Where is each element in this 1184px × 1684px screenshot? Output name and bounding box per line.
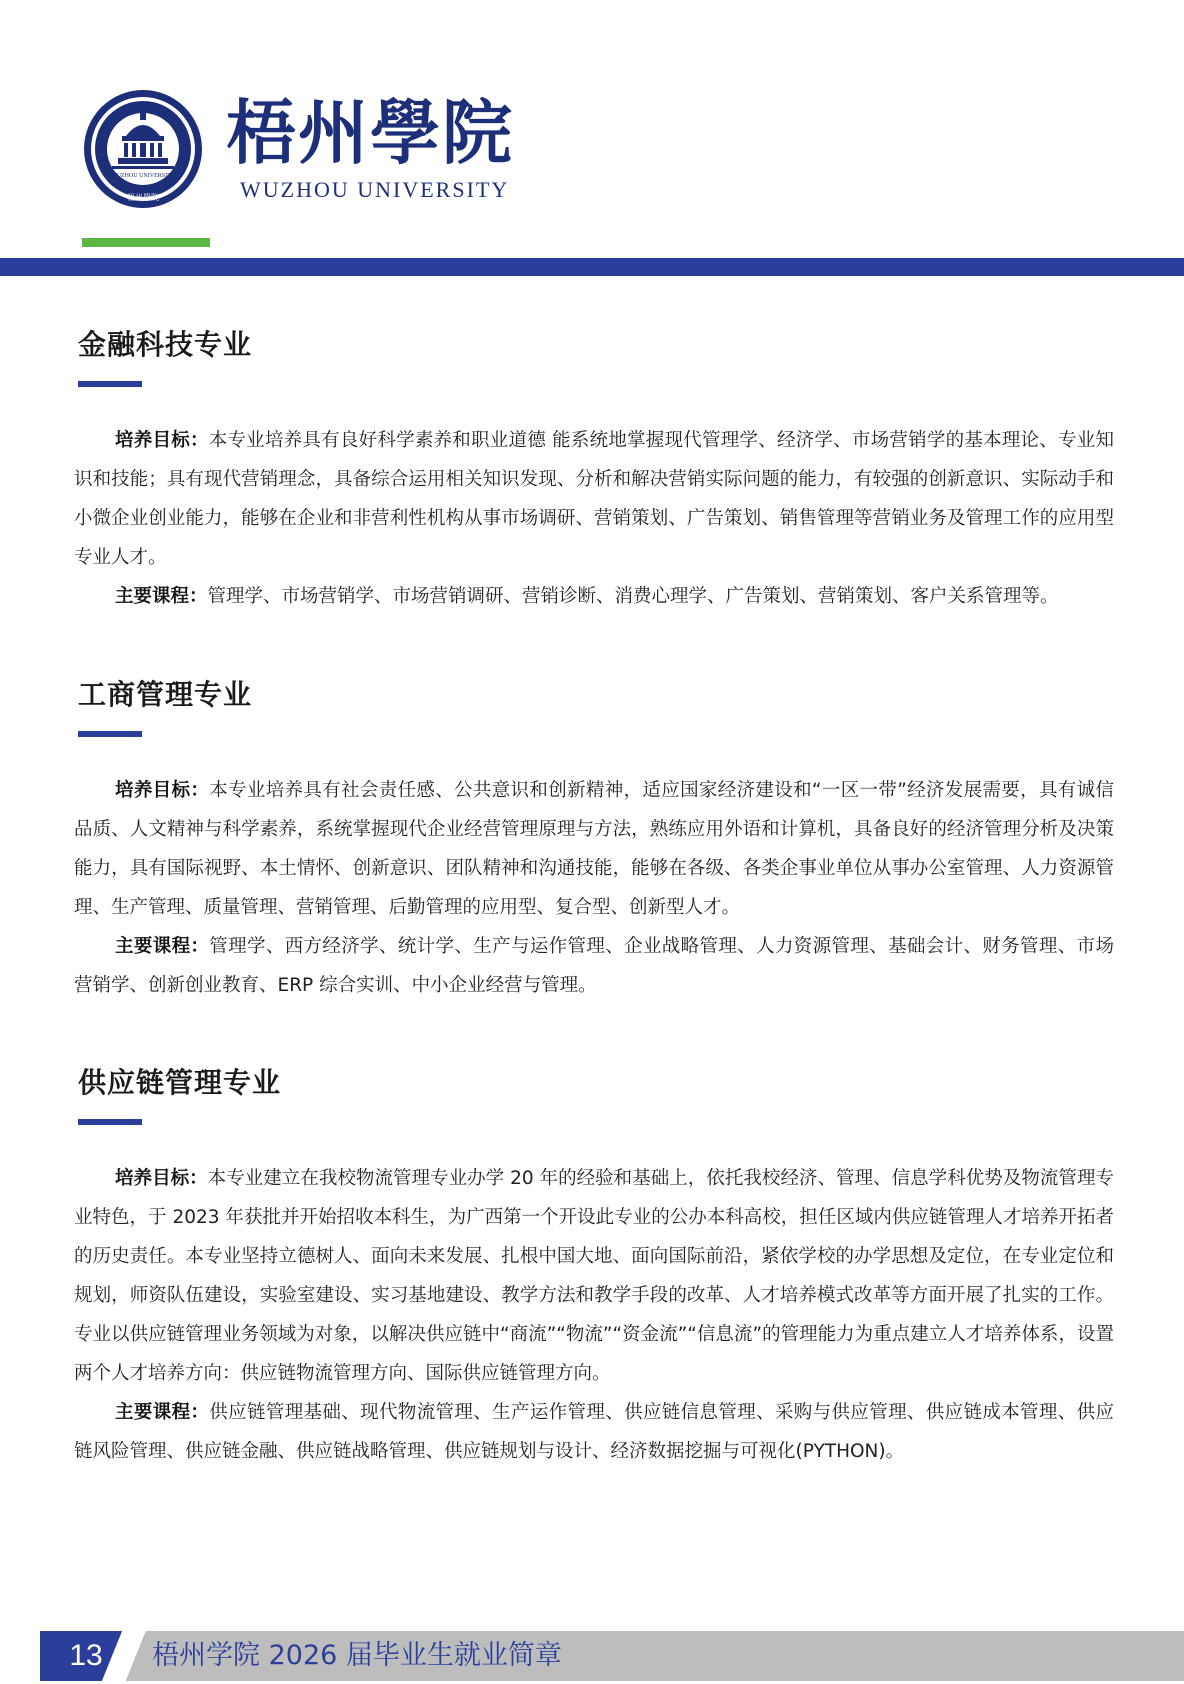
goal-text: 本专业建立在我校物流管理专业办学 20 年的经验和基础上，依托我校经济、管理、信息学科优势及物流管理专业特色，于 2023 年获批并开始招收本科生，为广西第一个开设此专业的公办本科高校，担任区域内供应链管理人才培养开拓者的历史责任。本专业坚持立德树人、面向未来发展、扎根中国大地、面向国际前沿，紧依学校的办学思想及定位，在专业定位和规划，师资队伍建设，实验室建设、实习基地建设、教学方法和教学手段的改革、人才培养模式改革等方面开展了扎实的工作。专业以供应链管理业务领域为对象，以解决供应链中“商流”“物流”“资金流”“信息流”的管理能力为重点建立人才培养体系，设置两个人才培养方向：供应链物流管理方向、国际供应链管理方向。: [74, 1168, 1114, 1384]
main-courses-paragraph: [74, 1393, 1114, 1471]
footer-title: 梧州学院 2026 届毕业生就业简章: [152, 1640, 562, 1671]
logo-english-name: WUZHOU UNIVERSITY: [240, 177, 510, 202]
course-text: 供应链管理基础、现代物流管理、生产运作管理、供应链信息管理、采购与供应管理、供应链成本管理、供应链风险管理、供应链金融、供应链战略管理、供应链规划与设计、经济数据挖掘与可视化(PYTHON)。: [74, 1402, 1114, 1462]
section-title: 供应链管理专业: [78, 1066, 282, 1099]
section-underline: [78, 731, 142, 737]
goal-text: 本专业培养具有社会责任感、公共意识和创新精神，适应国家经济建设和“一区一带”经济发展需要，具有诚信品质、人文精神与科学素养，系统掌握现代企业经营管理原理与方法，熟练应用外语和计算机，具备良好的经济管理分析及决策能力，具有国际视野、本土情怀、创新意识、团队精神和沟通技能，能够在各级、各类企事业单位从事办公室管理、人力资源管理、生产管理、质量管理、营销管理、后勤管理的应用型、复合型、创新型人才。: [74, 780, 1114, 918]
page-number: 13: [69, 1639, 103, 1672]
course-label: 主要课程：: [115, 936, 210, 957]
training-goal-paragraph: [74, 1159, 1114, 1393]
course-label: 主要课程：: [115, 586, 208, 607]
goal-label: 培养目标：: [115, 1168, 208, 1189]
goal-label: 培养目标：: [115, 430, 209, 451]
main-courses-paragraph: [74, 577, 1114, 616]
accent-green-bar: [82, 238, 210, 247]
seal-cn-text: 梧州學院: [127, 193, 159, 202]
training-goal-paragraph: [74, 421, 1114, 577]
section-business-admin: [74, 677, 1114, 1005]
section-fintech: [74, 327, 1114, 616]
page-footer: [0, 1628, 1184, 1684]
section-title: 金融科技专业: [78, 328, 253, 361]
page-header: [0, 0, 1184, 290]
goal-label: 培养目标：: [115, 780, 210, 801]
header-blue-band: [0, 258, 1184, 276]
university-seal-logo: [82, 88, 204, 210]
training-goal-paragraph: [74, 771, 1114, 927]
main-courses-paragraph: [74, 927, 1114, 1005]
section-supply-chain: [74, 1065, 1114, 1471]
course-text: 管理学、西方经济学、统计学、生产与运作管理、企业战略管理、人力资源管理、基础会计、财务管理、市场营销学、创新创业教育、ERP 综合实训、中小企业经营与管理。: [74, 936, 1114, 996]
logo-chinese-name: 梧州學院: [226, 91, 514, 174]
seal-text: WUZHOU UNIVERSITY: [110, 173, 176, 179]
section-underline: [78, 1119, 142, 1125]
section-underline: [78, 381, 142, 387]
course-label: 主要课程：: [115, 1402, 210, 1423]
course-text: 管理学、市场营销学、市场营销调研、营销诊断、消费心理学、广告策划、营销策划、客户关系管理等。: [207, 586, 1059, 607]
section-title: 工商管理专业: [78, 678, 253, 711]
goal-text: 本专业培养具有良好科学素养和职业道德 能系统地掌握现代管理学、经济学、市场营销学的基本理论、专业知识和技能；具有现代营销理念，具备综合运用相关知识发现、分析和解决营销实际问题的能力，有较强的创新意识、实际动手和小微企业创业能力，能够在企业和非营利性机构从事市场调研、营销策划、广告策划、销售管理等营销业务及管理工作的应用型专业人才。: [74, 430, 1114, 568]
